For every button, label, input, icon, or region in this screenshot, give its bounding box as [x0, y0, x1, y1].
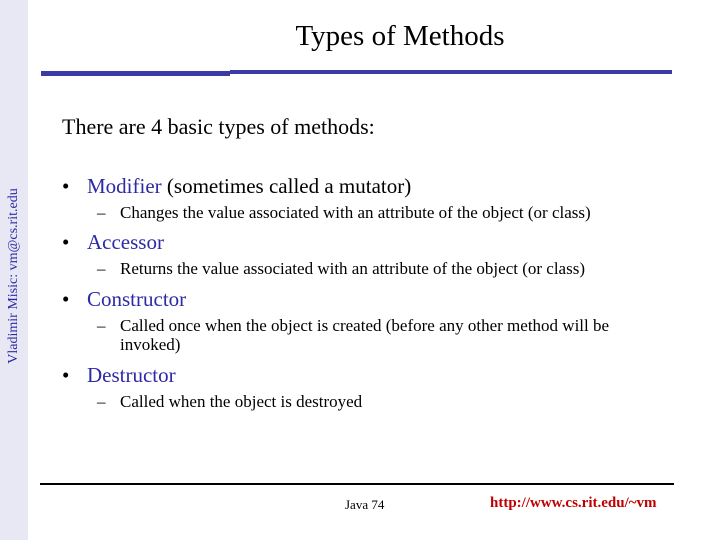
bullet-marker: •: [62, 230, 70, 254]
sub-bullet-destructor: [62, 392, 662, 411]
sub-bullet-marker: –: [97, 259, 106, 278]
bullet-term: Destructor: [87, 363, 176, 387]
bullet-marker: •: [62, 287, 70, 311]
slide-title: Types of Methods: [295, 20, 505, 52]
intro-text: There are 4 basic types of methods:: [62, 114, 375, 139]
bullet-term-note: (sometimes called a mutator): [161, 174, 412, 198]
sub-bullet-marker: –: [97, 316, 106, 335]
sub-bullet-text: Called once when the object is created (before any other method will be invoked): [120, 316, 610, 354]
title-underline-thick: [41, 71, 230, 76]
sub-bullet-accessor: [62, 259, 662, 278]
sub-bullet-text: Returns the value associated with an attribute of the object (or class): [120, 259, 585, 278]
author-email-label: Vladimir Misic: vm@cs.rit.edu: [6, 188, 21, 364]
footer-url-link[interactable]: http://www.cs.rit.edu/~vm: [490, 495, 657, 511]
bullet-modifier: [62, 174, 662, 198]
bullet-term: Accessor: [87, 230, 164, 254]
bullet-marker: •: [62, 174, 70, 198]
bullet-marker: •: [62, 363, 70, 387]
sub-bullet-constructor: [62, 316, 662, 354]
sidebar: [0, 0, 28, 540]
sub-bullet-text: Changes the value associated with an attribute of the object (or class): [120, 203, 591, 222]
bullet-constructor: [62, 287, 662, 311]
footer-slide-label: Java 74: [345, 497, 385, 512]
bullet-term: Constructor: [87, 287, 187, 311]
sub-bullet-marker: –: [97, 392, 106, 411]
footer-divider: [40, 483, 674, 485]
title-underline-thin: [230, 70, 672, 74]
bullet-term: Modifier: [87, 174, 162, 198]
bullet-accessor: [62, 230, 662, 254]
sub-bullet-text: Called when the object is destroyed: [120, 392, 363, 411]
bullet-list: [62, 174, 662, 411]
bullet-destructor: [62, 363, 662, 387]
sub-bullet-marker: –: [97, 203, 106, 222]
sub-bullet-modifier: [62, 203, 662, 222]
